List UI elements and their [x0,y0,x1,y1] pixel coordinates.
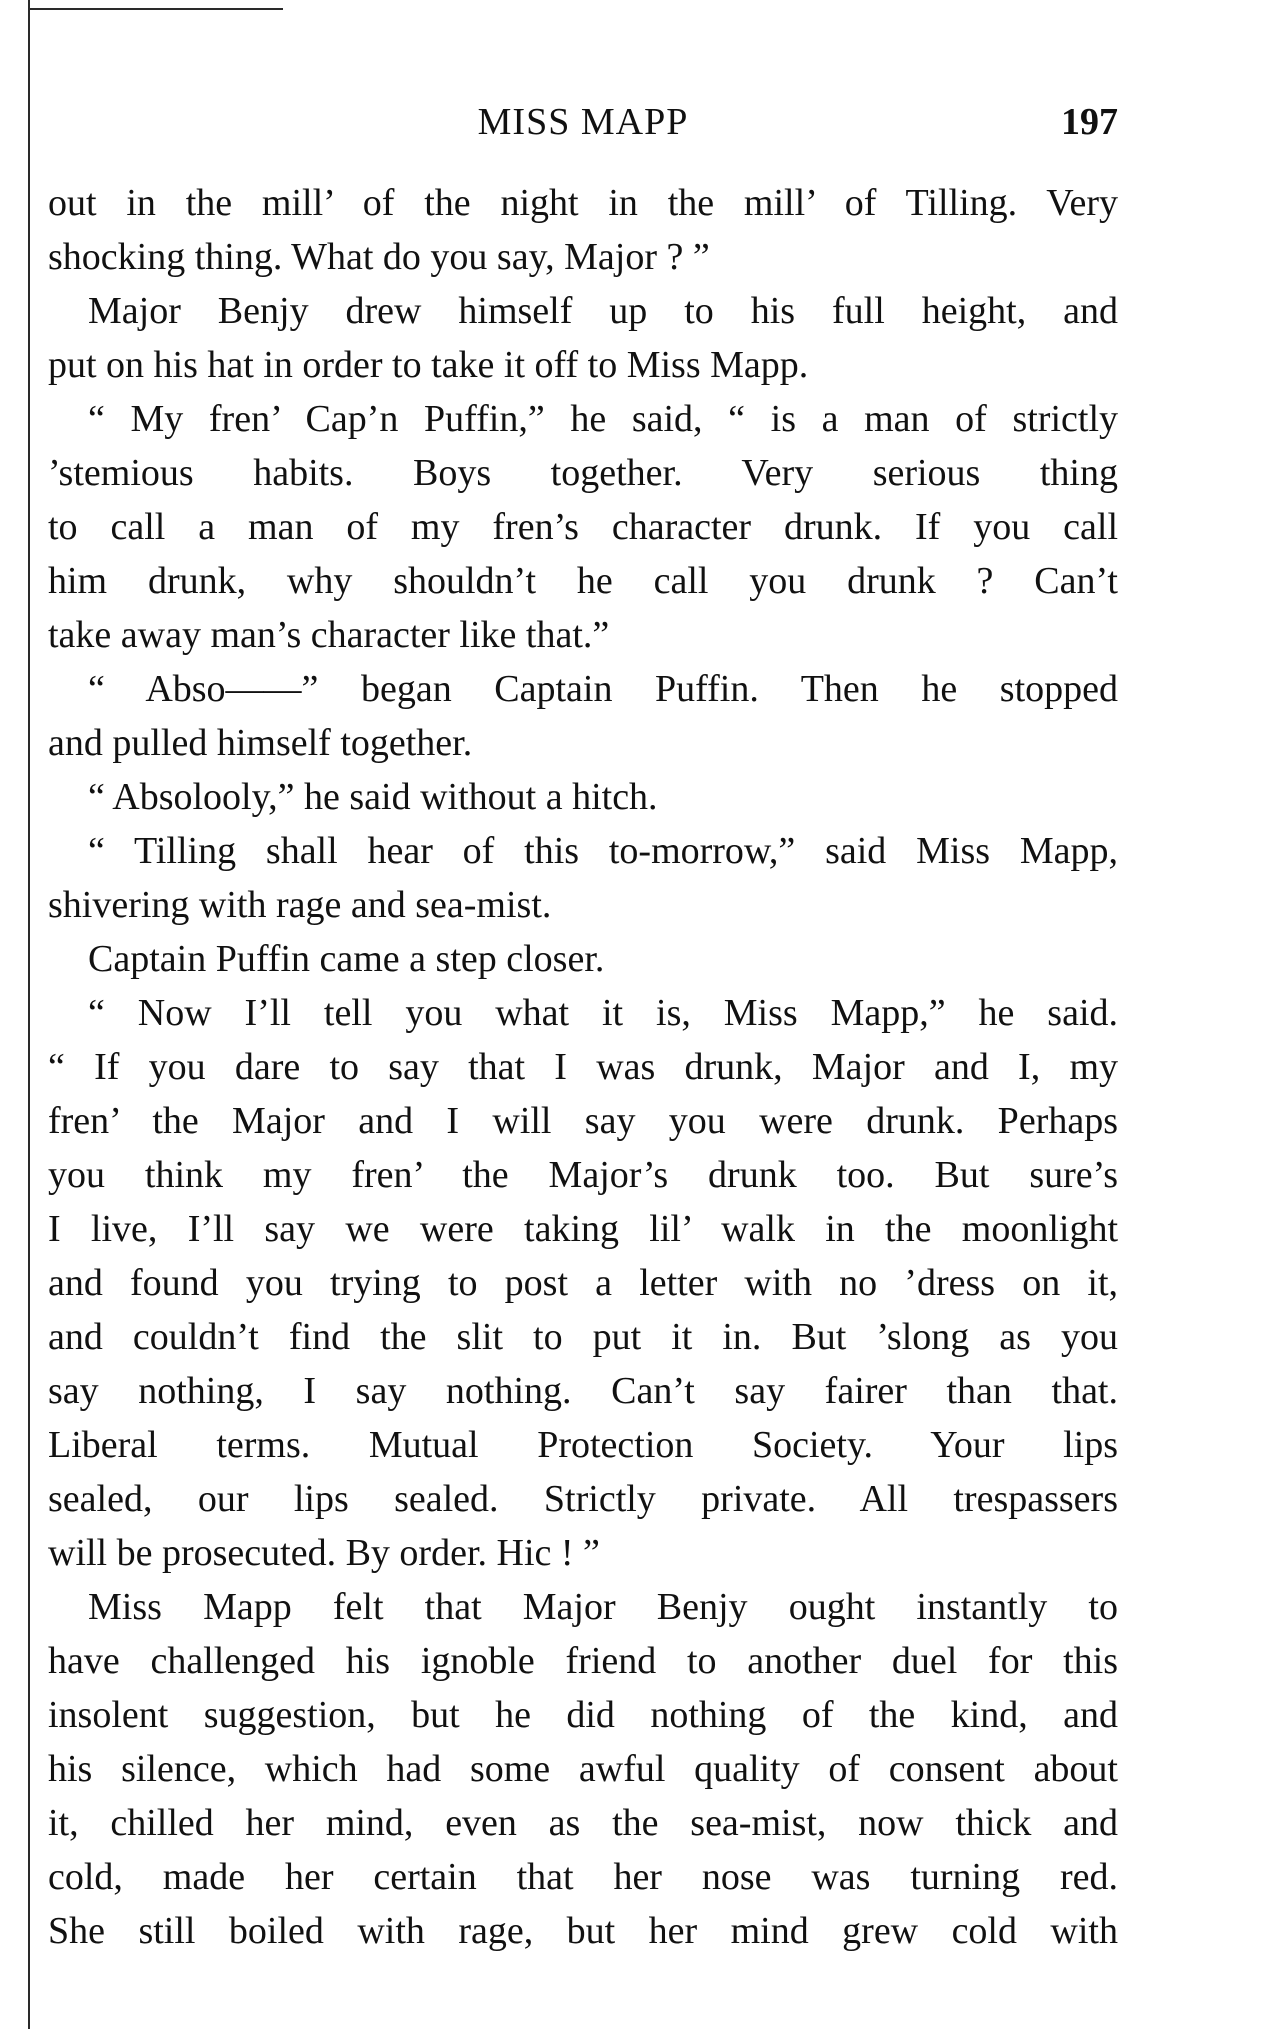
text-line: will be prosecuted. By order. Hic ! ” [48,1532,600,1574]
page-number: 197 [1061,101,1118,143]
body-text [48,176,1118,1958]
text-line: say nothing, I say nothing. Can’t say fairer than that. [48,1370,1118,1412]
text-line: shivering with rage and sea-mist. [48,884,552,926]
text-line: “ Absolooly,” he said without a hitch. [88,776,658,818]
running-title: MISS MAPP [477,101,689,143]
text-line: it, chilled her mind, even as the sea-mist, now thick and [48,1802,1118,1844]
text-line: shocking thing. What do you say, Major ? ” [48,236,710,278]
text-line: Miss Mapp felt that Major Benjy ought instantly to [88,1586,1118,1628]
text-line: Captain Puffin came a step closer. [88,938,605,980]
text-line: put on his hat in order to take it off to Miss Mapp. [48,344,809,386]
text-line: and couldn’t find the slit to put it in. But ’slong as you [48,1316,1118,1358]
text-line: and found you trying to post a letter with no ’dress on it, [48,1262,1118,1304]
text-line: insolent suggestion, but he did nothing of the kind, and [48,1694,1118,1736]
text-line: and pulled himself together. [48,722,473,764]
text-line: She still boiled with rage, but her mind grew cold with [48,1910,1118,1952]
text-line: Liberal terms. Mutual Protection Society. Your lips [48,1424,1118,1466]
text-line: “ Now I’ll tell you what it is, Miss Mapp,” he said. [88,992,1118,1034]
text-line: you think my fren’ the Major’s drunk too. But sure’s [48,1154,1118,1196]
text-line: his silence, which had some awful quality of consent about [48,1748,1118,1790]
text-line: to call a man of my fren’s character drunk. If you call [48,506,1118,548]
page-edge-rule [28,0,30,2029]
text-line: “ Abso——” began Captain Puffin. Then he stopped [88,668,1118,710]
text-line: cold, made her certain that her nose was turning red. [48,1856,1118,1898]
text-line: “ If you dare to say that I was drunk, Major and I, my [48,1046,1118,1088]
text-line: take away man’s character like that.” [48,614,610,656]
page-corner-rule [28,8,283,10]
text-line: sealed, our lips sealed. Strictly private. All trespassers [48,1478,1118,1520]
text-line: fren’ the Major and I will say you were drunk. Perhaps [48,1100,1118,1142]
text-line: “ My fren’ Cap’n Puffin,” he said, “ is a man of strictly [88,398,1118,440]
text-line: ’stemious habits. Boys together. Very serious thing [48,452,1118,494]
text-line: him drunk, why shouldn’t he call you drunk ? Can’t [48,560,1118,602]
text-line: out in the mill’ of the night in the mill’ of Tilling. Very [48,182,1118,224]
text-line: Major Benjy drew himself up to his full height, and [88,290,1118,332]
text-line: I live, I’ll say we were taking lil’ walk in the moonlight [48,1208,1118,1250]
text-line: have challenged his ignoble friend to another duel for this [48,1640,1118,1682]
running-head [48,100,1118,160]
text-line: “ Tilling shall hear of this to-morrow,” said Miss Mapp, [88,830,1118,872]
